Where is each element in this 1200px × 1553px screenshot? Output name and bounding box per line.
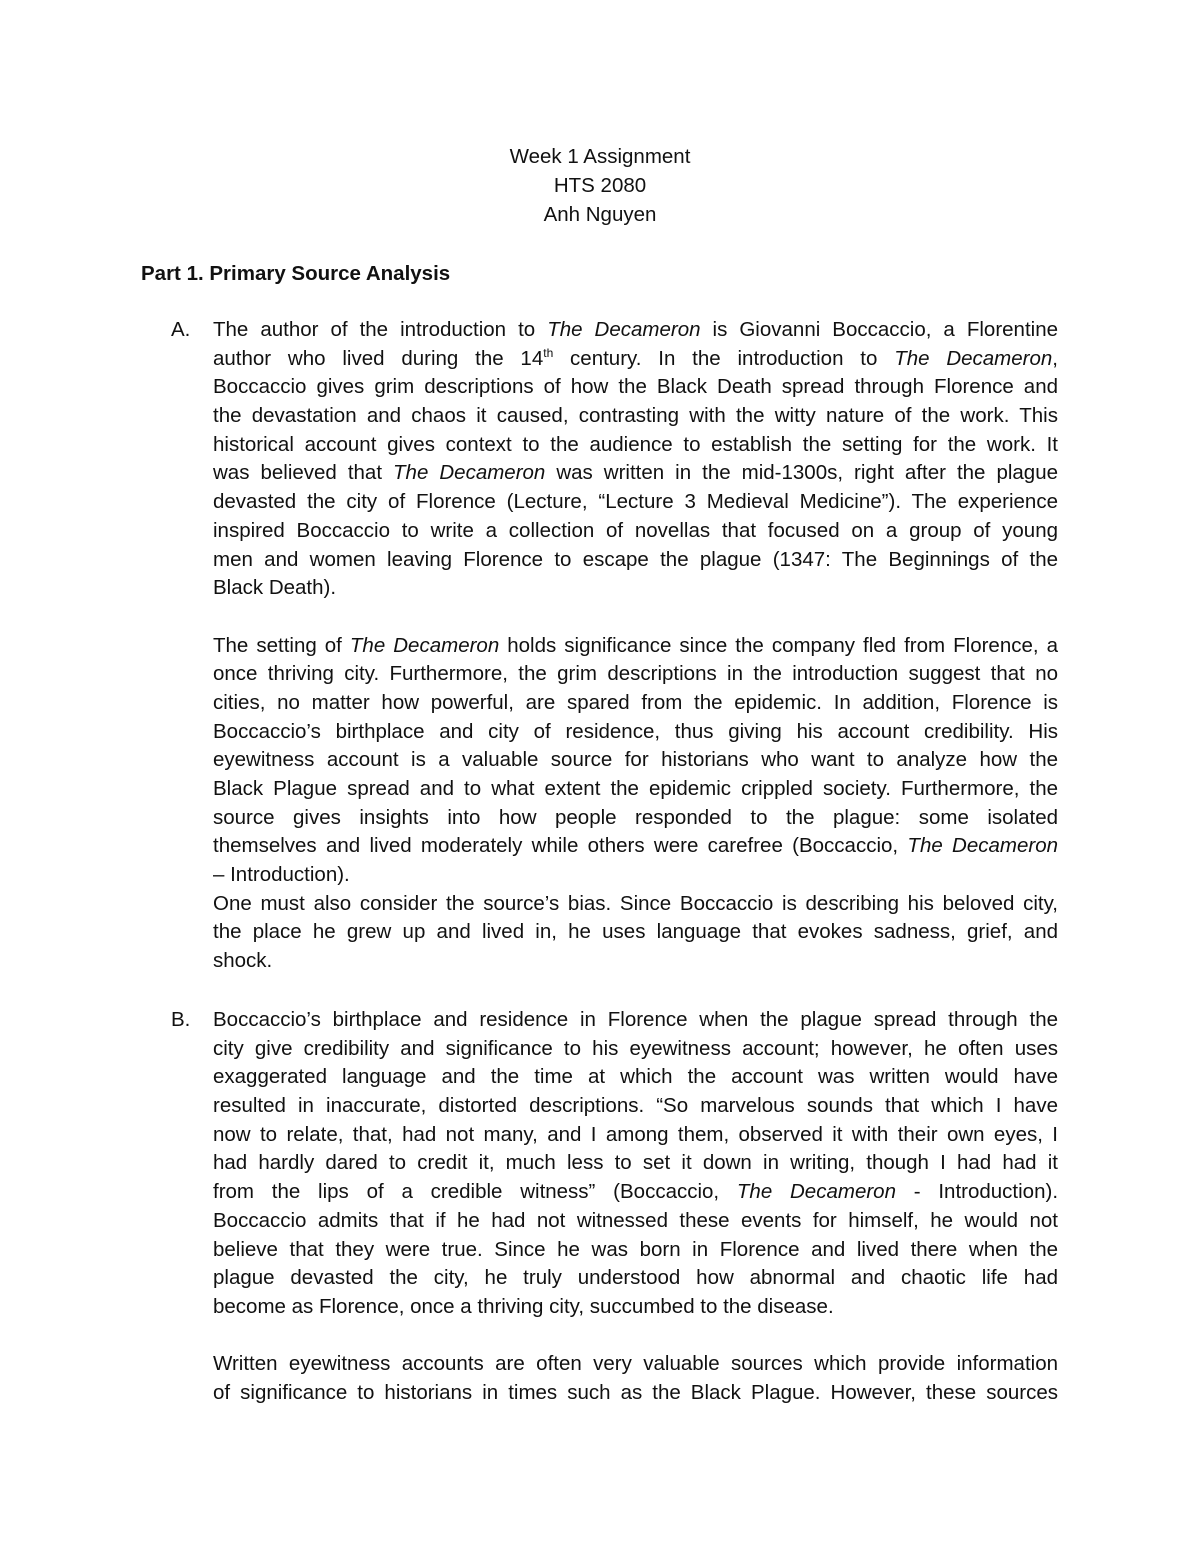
text-line: once thriving city. Furthermore, the grim descriptions in the introduction suggest that no bbox=[213, 662, 1058, 686]
assignment-title: Week 1 Assignment bbox=[509, 145, 691, 168]
text-line: had hardly dared to credit it, much less to set it down in writing, though I had had it bbox=[213, 1151, 1058, 1175]
text-line: from the lips of a credible witness” (Boccaccio, The Decameron - Introduction). bbox=[213, 1180, 1059, 1204]
text-line: cities, no matter how powerful, are spared from the epidemic. In addition, Florence is bbox=[213, 690, 1058, 714]
text-line: – Introduction). bbox=[213, 863, 350, 887]
text-line: historical account gives context to the audience to establish the setting for the work. It bbox=[213, 432, 1058, 456]
work-title: The Decameron bbox=[736, 1180, 896, 1204]
section-b-paragraph-2 bbox=[213, 1350, 1058, 1407]
section-b-paragraph-1 bbox=[213, 1006, 1058, 1322]
work-title: The Decameron bbox=[894, 346, 1053, 370]
text-line: exaggerated language and the time at which the account was written would have bbox=[213, 1065, 1058, 1089]
text-line: author who lived during the 14th century. In the introduction to The Decameron, bbox=[213, 345, 1058, 370]
text-line: shock. bbox=[213, 949, 273, 973]
text-line: city give credibility and significance to his eyewitness account; however, he often uses bbox=[213, 1036, 1058, 1060]
text-line: of significance to historians in times such as the Black Plague. However, these sources bbox=[213, 1380, 1058, 1404]
paragraph-spacer bbox=[213, 1322, 1058, 1351]
superscript: th bbox=[543, 345, 554, 360]
text-line: The setting of The Decameron holds significance since the company fled from Florence, a bbox=[213, 633, 1058, 657]
work-title: The Decameron bbox=[907, 834, 1059, 858]
work-title: The Decameron bbox=[393, 461, 546, 485]
text-line: inspired Boccaccio to write a collection of novellas that focused on a group of young bbox=[213, 518, 1058, 542]
course-code: HTS 2080 bbox=[553, 174, 647, 197]
text-line: believe that they were true. Since he was born in Florence and lived there when the bbox=[213, 1237, 1058, 1261]
text-line: resulted in inaccurate, distorted descriptions. “So marvelous sounds that which I have bbox=[213, 1094, 1058, 1118]
text-line: now to relate, that, had not many, and I among them, observed it with their own eyes, I bbox=[213, 1122, 1058, 1146]
text-line: plague devasted the city, he truly understood how abnormal and chaotic life had bbox=[213, 1266, 1058, 1290]
section-a-paragraph-1 bbox=[213, 316, 1058, 603]
work-title: The Decameron bbox=[547, 318, 701, 341]
text-line: themselves and lived moderately while others were carefree (Boccaccio, The Decameron bbox=[213, 834, 1059, 858]
paragraph-spacer bbox=[213, 603, 1058, 632]
text-line: Boccaccio gives grim descriptions of how the Black Death spread through Florence and bbox=[213, 375, 1058, 399]
section-a-paragraph-2 bbox=[213, 632, 1058, 890]
section-b-marker: B. bbox=[171, 1008, 191, 1031]
text-line: Boccaccio’s birthplace and city of residence, thus giving his account credibility. His bbox=[213, 719, 1058, 743]
part-heading: Part 1. Primary Source Analysis bbox=[141, 262, 451, 285]
text-line: was believed that The Decameron was written in the mid-1300s, right after the plague bbox=[213, 461, 1059, 485]
text-line: men and women leaving Florence to escape the plague (1347: The Beginnings of the bbox=[213, 547, 1058, 571]
text-line: eyewitness account is a valuable source for historians who want to analyze how the bbox=[213, 748, 1058, 772]
document-header bbox=[0, 142, 1200, 229]
text-line: Boccaccio admits that if he had not witnessed these events for himself, he would not bbox=[213, 1208, 1058, 1232]
text-line: Black Plague spread and to what extent the epidemic crippled society. Furthermore, the bbox=[213, 777, 1058, 800]
work-title: The Decameron bbox=[349, 633, 500, 657]
text-line: The author of the introduction to The Decameron is Giovanni Boccaccio, a Florentine bbox=[213, 318, 1058, 341]
text-line: Boccaccio’s birthplace and residence in Florence when the plague spread through the bbox=[213, 1008, 1058, 1031]
text-line: devasted the city of Florence (Lecture, “Lecture 3 Medieval Medicine”). The experience bbox=[213, 490, 1058, 514]
text-line: Black Death). bbox=[213, 576, 337, 600]
text-line: Written eyewitness accounts are often very valuable sources which provide information bbox=[213, 1352, 1058, 1376]
text-line: the place he grew up and lived in, he uses language that evokes sadness, grief, and bbox=[213, 920, 1058, 944]
section-a-paragraph-3 bbox=[213, 890, 1058, 976]
text-line: become as Florence, once a thriving city, succumbed to the disease. bbox=[213, 1294, 834, 1318]
text-line: source gives insights into how people responded to the plague: some isolated bbox=[213, 805, 1058, 829]
section-a bbox=[171, 316, 1059, 976]
section-a-marker: A. bbox=[171, 318, 191, 341]
text-line: One must also consider the source’s bias. Since Boccaccio is describing his beloved city, bbox=[213, 891, 1058, 915]
author-name: Anh Nguyen bbox=[543, 203, 657, 226]
section-b bbox=[171, 1006, 1059, 1408]
text-line: the devastation and chaos it caused, contrasting with the witty nature of the work. This bbox=[213, 404, 1058, 428]
